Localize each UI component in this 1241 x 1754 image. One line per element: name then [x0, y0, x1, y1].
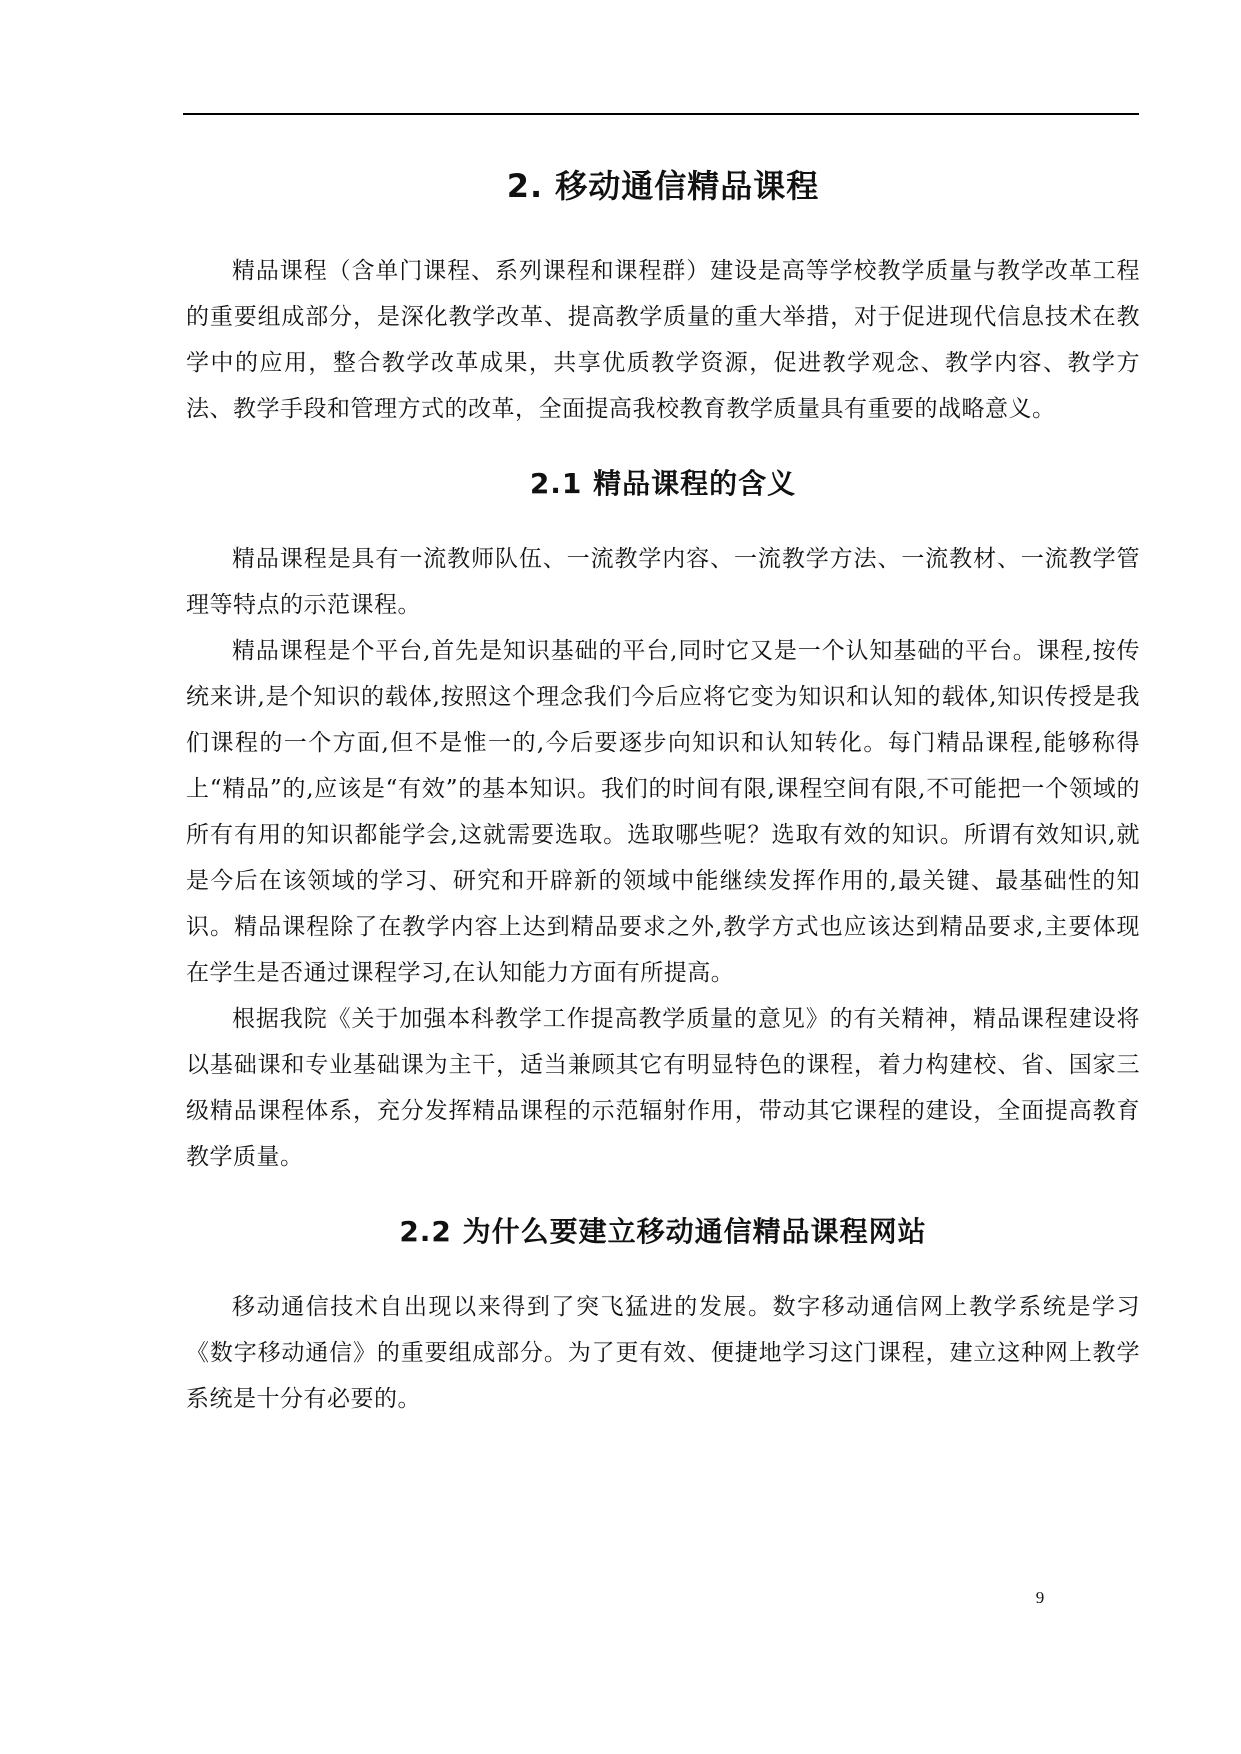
header-rule [183, 113, 1139, 115]
page-content [186, 150, 1140, 1422]
page-number: 9 [1035, 1588, 1045, 1607]
subsection-1-paragraph-1: 精品课程是具有一流教师队伍、一流教学内容、一流教学方法、一流教材、一流教学管理等特点的示范课程。 [186, 546, 1140, 618]
subsection-1-title: 2.1 精品课程的含义 [529, 467, 797, 500]
subsection-2-title: 2.2 为什么要建立移动通信精品课程网站 [399, 1215, 927, 1248]
subsection-2-paragraph-1: 移动通信技术自出现以来得到了突飞猛进的发展。数字移动通信网上教学系统是学习《数字移动通信》的重要组成部分。为了更有效、便捷地学习这门课程，建立这种网上教学系统是十分有必要的。 [186, 1294, 1140, 1412]
subsection-1-paragraph-3: 根据我院《关于加强本科教学工作提高教学质量的意见》的有关精神，精品课程建设将以基础课和专业基础课为主干，适当兼顾其它有明显特色的课程，着力构建校、省、国家三级精品课程体系，充分发挥精品课程的示范辐射作用，带动其它课程的建设，全面提高教育教学质量。 [186, 1006, 1140, 1170]
subsection-1-paragraph-2: 精品课程是个平台,首先是知识基础的平台,同时它又是一个认知基础的平台。课程,按传统来讲,是个知识的载体,按照这个理念我们今后应将它变为知识和认知的载体,知识传授是我们课程的一个方面,但不是惟一的,今后要逐步向知识和认知转化。每门精品课程,能够称得上“精品”的,应该是“有效”的基本知识。我们的时间有限,课程空间有限,不可能把一个领域的所有有用的知识都能学会,这就需要选取。选取哪些呢？选取有效的知识。所谓有效知识,就是今后在该领域的学习、研究和开辟新的领域中能继续发挥作用的,最关键、最基础性的知识。精品课程除了在教学内容上达到精品要求之外,教学方式也应该达到精品要求,主要体现在学生是否通过课程学习,在认知能力方面有所提高。 [186, 638, 1140, 986]
section-title: 2. 移动通信精品课程 [506, 167, 820, 205]
intro-paragraph: 精品课程（含单门课程、系列课程和课程群）建设是高等学校教学质量与教学改革工程的重要组成部分，是深化教学改革、提高教学质量的重大举措，对于促进现代信息技术在教学中的应用，整合教学改革成果，共享优质教学资源，促进教学观念、教学内容、教学方法、教学手段和管理方式的改革，全面提高我校教育教学质量具有重要的战略意义。 [186, 258, 1140, 422]
